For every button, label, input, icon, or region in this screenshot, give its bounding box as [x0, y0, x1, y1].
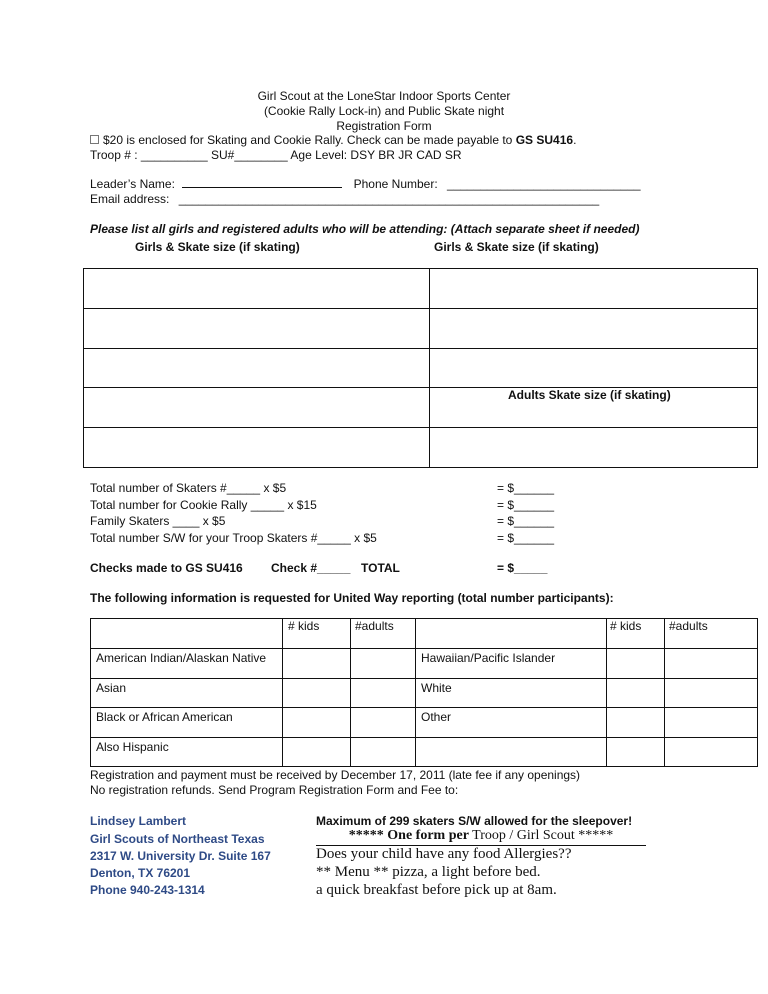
title-line-2: (Cookie Rally Lock-in) and Public Skate night — [263, 104, 505, 118]
total-label: Total number for Cookie Rally _____ x $15 — [90, 498, 317, 512]
payment-checkbox[interactable] — [90, 135, 99, 144]
uw-row-label: Also Hispanic — [91, 738, 283, 767]
breakfast-note: a quick breakfast before pick up at 8am. — [316, 882, 557, 898]
total-amount: = $______ — [497, 498, 555, 512]
menu-note: ** Menu ** pizza, a light before bed. — [316, 864, 541, 880]
attendee-table — [83, 268, 758, 468]
adults-header: Adults Skate size (if skating) — [508, 388, 671, 402]
attendee-instruction: Please list all girls and registered adults who will be attending: (Attach separate sheet if needed) — [90, 222, 640, 236]
uw-adults-cell[interactable] — [351, 708, 416, 738]
leader-line: Leader’s Name: Phone Number: _____________________________ — [90, 177, 641, 191]
uw-adults-cell[interactable] — [351, 738, 416, 767]
attendee-cell[interactable] — [84, 309, 430, 349]
uw-row-label: Other — [416, 708, 607, 738]
attendee-cell[interactable] — [84, 349, 430, 388]
total-amount: = $______ — [497, 531, 555, 545]
uw-row-label: Black or African American — [91, 708, 283, 738]
max-skaters-note: Maximum of 299 skaters S/W allowed for the sleepover! — [316, 814, 633, 828]
attendee-cell[interactable] — [430, 428, 758, 468]
uw-row-label: Hawaiian/Pacific Islander — [416, 649, 607, 679]
uw-kids-cell[interactable] — [607, 738, 665, 767]
uw-adults-cell[interactable] — [351, 649, 416, 679]
leader-name-field[interactable] — [182, 177, 342, 188]
attendee-cell[interactable] — [84, 428, 430, 468]
allergies-note: Does your child have any food Allergies?? — [316, 846, 572, 862]
attendee-cell[interactable] — [430, 269, 758, 309]
troop-line: Troop # : __________ SU#________ Age Level: DSY BR JR CAD SR — [90, 148, 462, 162]
title-line-1: Girl Scout at the LoneStar Indoor Sports Center — [257, 89, 511, 103]
total-amount: = $______ — [497, 514, 555, 528]
one-form-note: ***** One form per Troop / Girl Scout ***** — [316, 828, 646, 846]
deadline-line-2: No registration refunds. Send Program Registration Form and Fee to: — [90, 783, 459, 797]
uw-row-label — [416, 738, 607, 767]
attendee-cell[interactable] — [430, 349, 758, 388]
united-way-table — [90, 618, 758, 767]
address-org: Girl Scouts of Northeast Texas — [90, 832, 265, 846]
uw-kids-cell[interactable] — [283, 708, 351, 738]
payment-line: $20 is enclosed for Skating and Cookie Rally. Check can be made payable to GS SU416. — [90, 133, 576, 147]
attendee-cell[interactable] — [430, 309, 758, 349]
total-label: Family Skaters ____ x $5 — [90, 514, 226, 528]
uw-kids-cell[interactable] — [607, 649, 665, 679]
uw-adults-cell[interactable] — [665, 679, 758, 708]
uw-kids-cell[interactable] — [607, 679, 665, 708]
uw-col-kids: # kids — [283, 619, 351, 649]
uw-col-adults: #adults — [351, 619, 416, 649]
uw-kids-cell[interactable] — [283, 679, 351, 708]
deadline-line-1: Registration and payment must be received by December 17, 2011 (late fee if any openings) — [90, 768, 581, 782]
attendee-cell[interactable] — [84, 269, 430, 309]
girls-header-left: Girls & Skate size (if skating) — [135, 240, 300, 254]
email-line: Email address: _______________________________________________________________ — [90, 192, 600, 206]
uw-kids-cell[interactable] — [607, 708, 665, 738]
check-number: Check #_____ — [271, 561, 351, 575]
address-street: 2317 W. University Dr. Suite 167 — [90, 849, 271, 863]
total-label: Total number S/W for your Troop Skaters #_____ x $5 — [90, 531, 377, 545]
uw-col-adults: #adults — [665, 619, 758, 649]
email-field[interactable]: _______________________________________________________________ — [178, 192, 600, 206]
uw-row-label: White — [416, 679, 607, 708]
uw-adults-cell[interactable] — [665, 738, 758, 767]
address-name: Lindsey Lambert — [90, 814, 187, 828]
girls-header-right: Girls & Skate size (if skating) — [434, 240, 599, 254]
uw-header-blank — [91, 619, 283, 649]
address-city: Denton, TX 76201 — [90, 866, 191, 880]
uw-kids-cell[interactable] — [283, 738, 351, 767]
uw-row-label: Asian — [91, 679, 283, 708]
united-way-heading: The following information is requested for United Way reporting (total number participants): — [90, 591, 614, 605]
uw-col-kids: # kids — [607, 619, 665, 649]
attendee-cell[interactable] — [430, 388, 758, 428]
checks-label: Checks made to GS SU416 — [90, 561, 243, 575]
uw-adults-cell[interactable] — [351, 679, 416, 708]
uw-adults-cell[interactable] — [665, 649, 758, 679]
uw-adults-cell[interactable] — [665, 708, 758, 738]
total-label-bold: TOTAL — [361, 561, 400, 575]
uw-kids-cell[interactable] — [283, 649, 351, 679]
total-label: Total number of Skaters #_____ x $5 — [90, 481, 287, 495]
address-phone: Phone 940-243-1314 — [90, 883, 205, 897]
attendee-cell[interactable] — [84, 388, 430, 428]
total-amount-bold: = $_____ — [497, 561, 548, 575]
uw-header-blank — [416, 619, 607, 649]
phone-field[interactable]: _____________________________ — [447, 177, 641, 191]
title-line-3: Registration Form — [336, 119, 432, 133]
total-amount: = $______ — [497, 481, 555, 495]
uw-row-label: American Indian/Alaskan Native — [91, 649, 283, 679]
